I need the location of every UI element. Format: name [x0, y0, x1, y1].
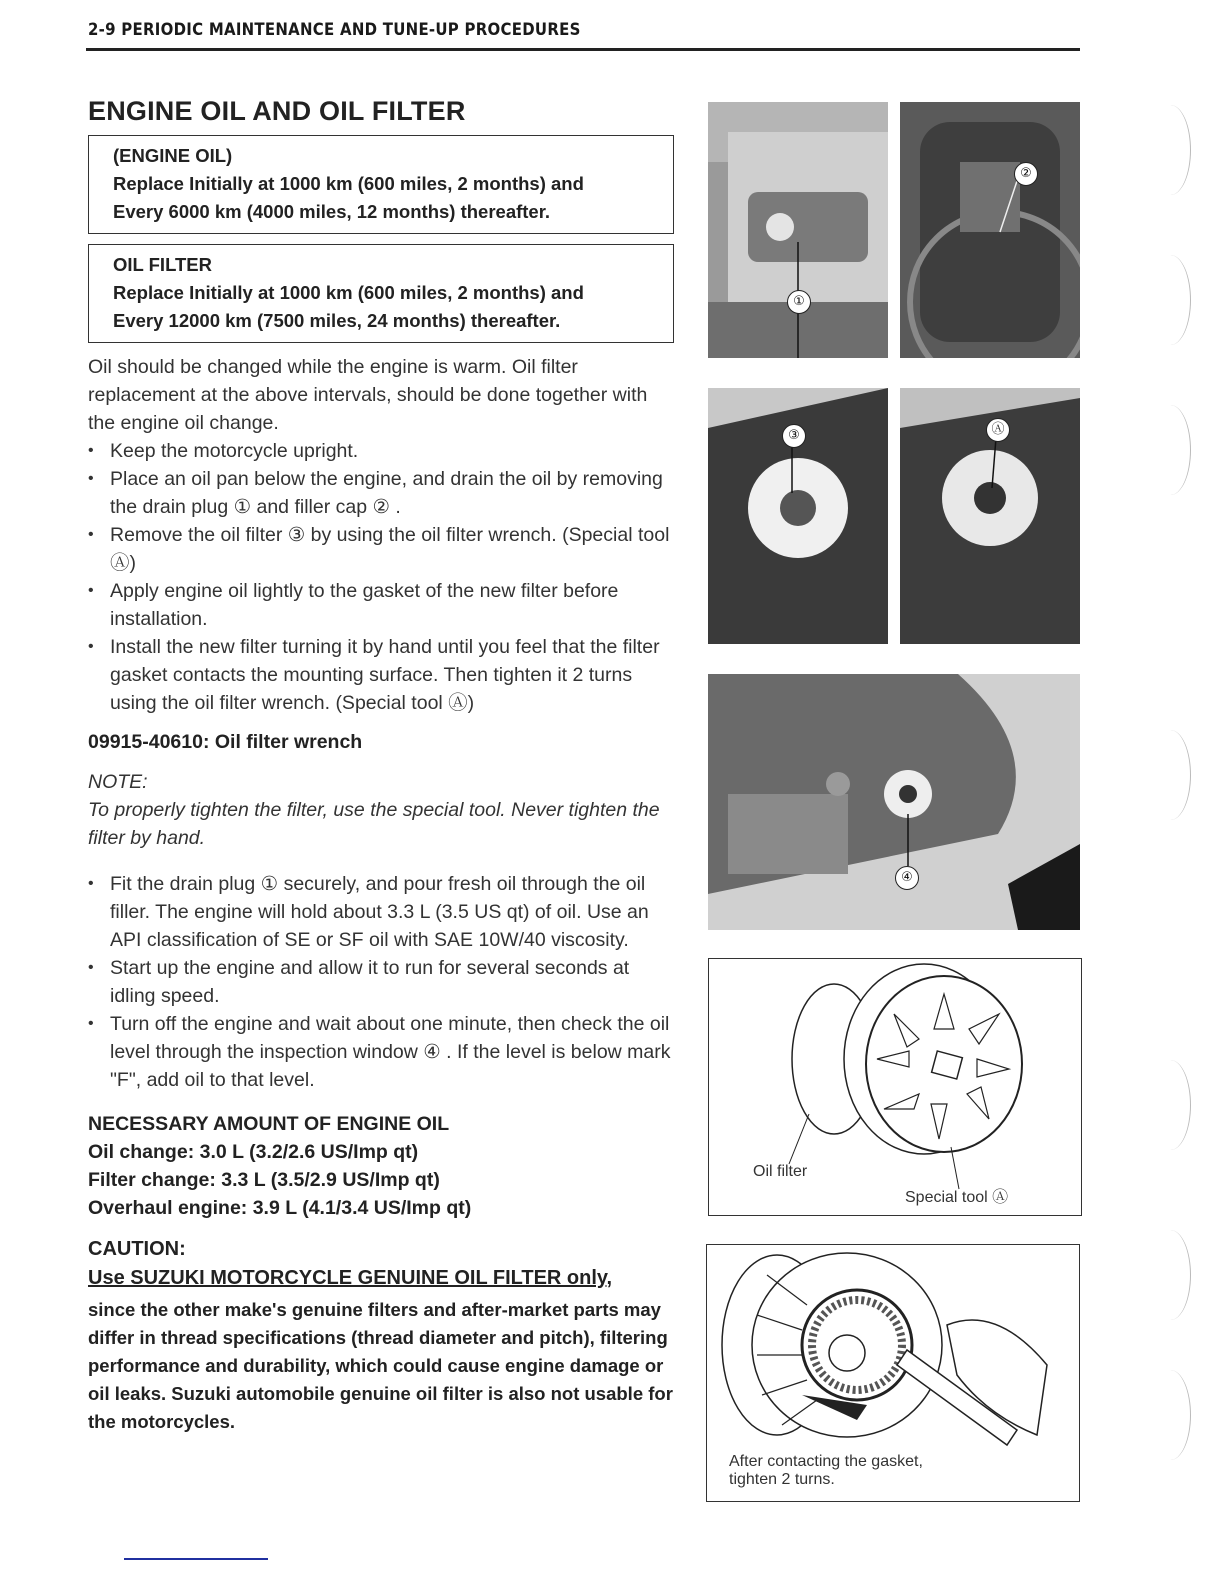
intro-paragraph: Oil should be changed while the engine is warm. Oil filter replacement at the above intervals, should be done together with the engine oil change. [88, 356, 648, 434]
figure-tighten-turns [706, 1244, 1080, 1502]
step-item: • Remove the oil filter ③ by using the oil filter wrench. (Special tool Ⓐ) [88, 521, 674, 577]
header-rule [86, 48, 1080, 51]
binder-hole-mark [1150, 730, 1191, 820]
step-item: • Apply engine oil lightly to the gasket of the new filter before installation. [88, 577, 674, 633]
note-text: To properly tighten the filter, use the special tool. Never tighten the filter by hand. [88, 799, 660, 849]
binder-hole-mark [1150, 1230, 1191, 1320]
callout-special-tool: Ⓐ [986, 418, 1010, 442]
binder-hole-mark [1150, 105, 1191, 195]
special-tool-reference: 09915-40610: Oil filter wrench [88, 731, 363, 753]
step-item: • Place an oil pan below the engine, and drain the oil by removing the drain plug ① and filler cap ② . [88, 465, 674, 521]
caution-label: CAUTION: [88, 1238, 186, 1260]
caption-line2: tighten 2 turns. [729, 1471, 835, 1488]
label-special-tool: Special tool Ⓐ [905, 1189, 1009, 1206]
callout-oil-filter: ③ [782, 424, 806, 448]
oil-filter-heading: OIL FILTER [113, 254, 213, 275]
overhaul-amount: Overhaul engine: 3.9 L (4.1/3.4 US/Imp qt) [88, 1197, 472, 1219]
label-oil-filter: Oil filter [753, 1163, 808, 1180]
photo-filler-cap-shading [900, 102, 1080, 358]
page-title: ENGINE OIL AND OIL FILTER [88, 96, 466, 126]
step-item: • Start up the engine and allow it to run for several seconds at idling speed. [88, 954, 674, 1010]
oil-filter-line1: Replace Initially at 1000 km (600 miles, 2 months) and [113, 282, 584, 303]
filter-change-amount: Filter change: 3.3 L (3.5/2.9 US/Imp qt) [88, 1169, 440, 1191]
page-header: 2-9 PERIODIC MAINTENANCE AND TUNE-UP PROCEDURES [88, 20, 581, 40]
photo-drain-plug [708, 102, 888, 358]
photo-inspection-shading [708, 674, 1080, 930]
caution-text: since the other make's genuine filters and after-market parts may differ in thread specifications (thread diameter and pitch), filtering performance and durability, which could cause engine damage or oil leaks. Suzuki automobile genuine oil filter is also not usable for the motorcycles. [88, 1299, 673, 1432]
figure-filter-tool [708, 958, 1082, 1216]
photo-filler-cap [900, 102, 1080, 358]
photo-inspection-window [708, 674, 1080, 930]
note-label: NOTE: [88, 771, 148, 793]
step-item: • Fit the drain plug ① securely, and pour fresh oil through the oil filler. The engine will hold about 3.3 L (3.5 US qt) of oil. Use an API classification of SE or SF oil with SAE 10W/40 viscosity. [88, 870, 674, 954]
engine-oil-interval-box [88, 135, 674, 234]
binder-hole-mark [1150, 255, 1191, 345]
binder-hole-mark [1150, 405, 1191, 495]
binder-hole-mark [1150, 1370, 1191, 1460]
engine-oil-line1: Replace Initially at 1000 km (600 miles, 2 months) and [113, 173, 584, 194]
photo-special-tool [900, 388, 1080, 644]
photo-oil-filter-removal [708, 388, 888, 644]
callout-filler-cap: ② [1014, 162, 1038, 186]
oil-filter-line2: Every 12000 km (7500 miles, 24 months) thereafter. [113, 310, 561, 331]
step-item: • Install the new filter turning it by hand until you feel that the filter gasket contacts the mounting surface. Then tighten it 2 turns using the oil filter wrench. (Special tool Ⓐ) [88, 633, 674, 717]
engine-oil-line2: Every 6000 km (4000 miles, 12 months) thereafter. [113, 201, 551, 222]
procedure-steps-2 [88, 870, 674, 1094]
footer-rule [124, 1558, 268, 1560]
caution-underlined: Use SUZUKI MOTORCYCLE GENUINE OIL FILTER only, [88, 1267, 613, 1289]
oil-amount-heading: NECESSARY AMOUNT OF ENGINE OIL [88, 1113, 450, 1135]
binder-hole-mark [1150, 1060, 1191, 1150]
step-item: • Keep the motorcycle upright. [88, 437, 674, 465]
caption-line1: After contacting the gasket, [729, 1453, 923, 1470]
oil-change-amount: Oil change: 3.0 L (3.2/2.6 US/Imp qt) [88, 1141, 419, 1163]
callout-inspection-window: ④ [895, 866, 919, 890]
callout-drain-plug: ① [787, 290, 811, 314]
engine-oil-heading: (ENGINE OIL) [113, 145, 233, 166]
procedure-steps [88, 437, 674, 717]
oil-amount-section [88, 1110, 674, 1222]
oil-filter-interval-box [88, 244, 674, 343]
text-column [88, 96, 674, 1436]
step-item: • Turn off the engine and wait about one minute, then check the oil level through the inspection window ④ . If the level is below mark "F", add oil to that level. [88, 1010, 674, 1094]
photo-drain-plug-shading [708, 102, 888, 358]
